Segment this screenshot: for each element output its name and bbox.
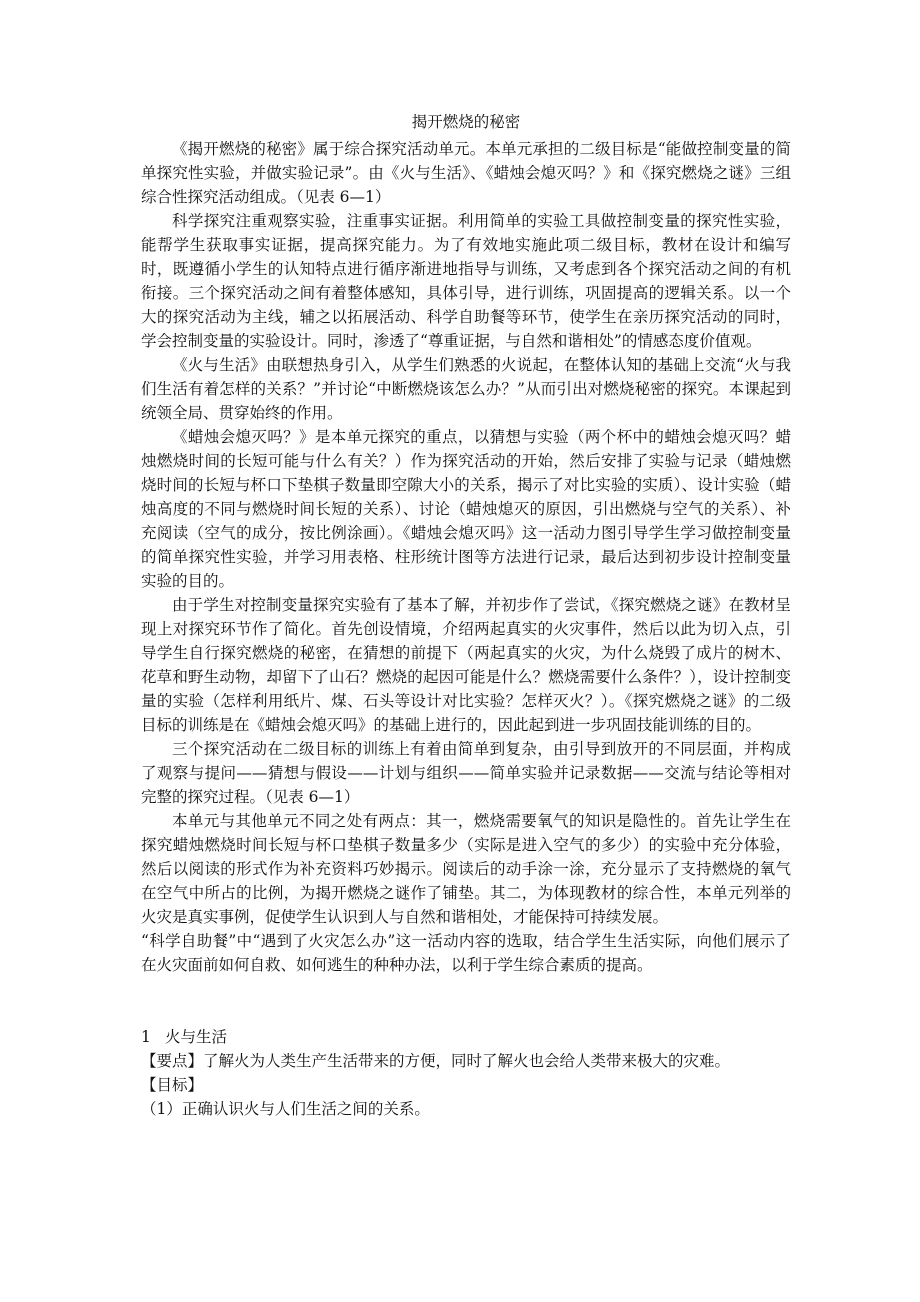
paragraph: 三个探究活动在二级目标的训练上有着由简单到复杂，由引导到放开的不同层面，并构成了观察与提问——猜想与假设——计划与组织——简单实验并记录数据——交流与结论等相对完整的探究过程。（见表 6—1）: [141, 740, 791, 806]
section-heading: [141, 1025, 791, 1049]
paragraph: “科学自助餐”中“遇到了火灾怎么办”这一活动内容的选取，结合学生生活实际，向他们展示了在火灾面前如何自救、如何逃生的种种办法，以利于学生综合素质的提高。: [141, 932, 791, 974]
goal-item: （1）正确认识火与人们生活之间的关系。: [141, 1100, 430, 1118]
document-title: 揭开燃烧的秘密: [411, 113, 521, 131]
document-body: [141, 110, 791, 1121]
paragraph: 本单元与其他单元不同之处有两点：其一，燃烧需要氧气的知识是隐性的。首先让学生在探究蜡烛燃烧时间长短与杯口垫棋子数量多少（实际是进入空气的多少）的实验中充分体验，然后以阅读的形式作为补充资料巧妙揭示。阅读后的动手涂一涂，充分显示了支持燃烧的氧气在空气中所占的比例，为揭开燃烧之谜作了铺垫。其二，为体现教材的综合性，本单元列举的火灾是真实事例，促使学生认识到人与自然和谐相处，才能保持可持续发展。: [141, 812, 791, 926]
paragraph: 《火与生活》由联想热身引入，从学生们熟悉的火说起，在整体认知的基础上交流“火与我们生活有着怎样的关系？”并讨论“中断燃烧该怎么办？”从而引出对燃烧秘密的探究。本课起到统领全局、贯穿始终的作用。: [141, 356, 791, 422]
goals-label: 【目标】: [141, 1076, 204, 1094]
spacer: [141, 977, 791, 1025]
key-points: 【要点】了解火为人类生产生活带来的方便，同时了解火也会给人类带来极大的灾难。: [141, 1052, 731, 1070]
section-title: 火与生活: [165, 1028, 228, 1046]
paragraph: 由于学生对控制变量探究实验有了基本了解，并初步作了尝试，《探究燃烧之谜》在教材呈现上对探究环节作了简化。首先创设情境，介绍两起真实的火灾事件，然后以此为切入点，引导学生自行探究燃烧的秘密，在猜想的前提下（两起真实的火灾，为什么烧毁了成片的树木、花草和野生动物，却留下了山石？燃烧的起因可能是什么？燃烧需要什么条件？），设计控制变量的实验（怎样利用纸片、煤、石头等设计对比实验？怎样灭火？）。《探究燃烧之谜》的二级目标的训练是在《蜡烛会熄灭吗》的基础上进行的，因此起到进一步巩固技能训练的目的。: [141, 596, 791, 734]
paragraph: 科学探究注重观察实验，注重事实证据。利用简单的实验工具做控制变量的探究性实验，能帮学生获取事实证据，提高探究能力。为了有效地实施此项二级目标，教材在设计和编写时，既遵循小学生的认知特点进行循序渐进地指导与训练，又考虑到各个探究活动之间的有机衔接。三个探究活动之间有着整体感知，具体引导，进行训练，巩固提高的逻辑关系。以一个大的探究活动为主线，辅之以拓展活动、科学自助餐等环节，使学生在亲历探究活动的同时，学会控制变量的实验设计。同时，渗透了“尊重证据，与自然和谐相处”的情感态度价值观。: [141, 212, 791, 350]
paragraph: 《蜡烛会熄灭吗？》是本单元探究的重点，以猜想与实验（两个杯中的蜡烛会熄灭吗？蜡烛燃烧时间的长短可能与什么有关？）作为探究活动的开始，然后安排了实验与记录（蜡烛燃烧时间的长短与杯口下垫棋子数量即空隙大小的关系，揭示了对比实验的实质）、设计实验（蜡烛高度的不同与燃烧时间长短的关系）、讨论（蜡烛熄灭的原因，引出燃烧与空气的关系）、补充阅读（空气的成分，按比例涂画）。《蜡烛会熄灭吗》这一活动力图引导学生学习做控制变量的简单探究性实验，并学习用表格、柱形统计图等方法进行记录，最后达到初步设计控制变量实验的目的。: [141, 428, 791, 590]
section-number: 1: [141, 1028, 151, 1046]
paragraph: 《揭开燃烧的秘密》属于综合探究活动单元。本单元承担的二级目标是“能做控制变量的简单探究性实验，并做实验记录”。由《火与生活》、《蜡烛会熄灭吗？》和《探究燃烧之谜》三组综合性探究活动组成。（见表 6—1）: [141, 140, 791, 206]
